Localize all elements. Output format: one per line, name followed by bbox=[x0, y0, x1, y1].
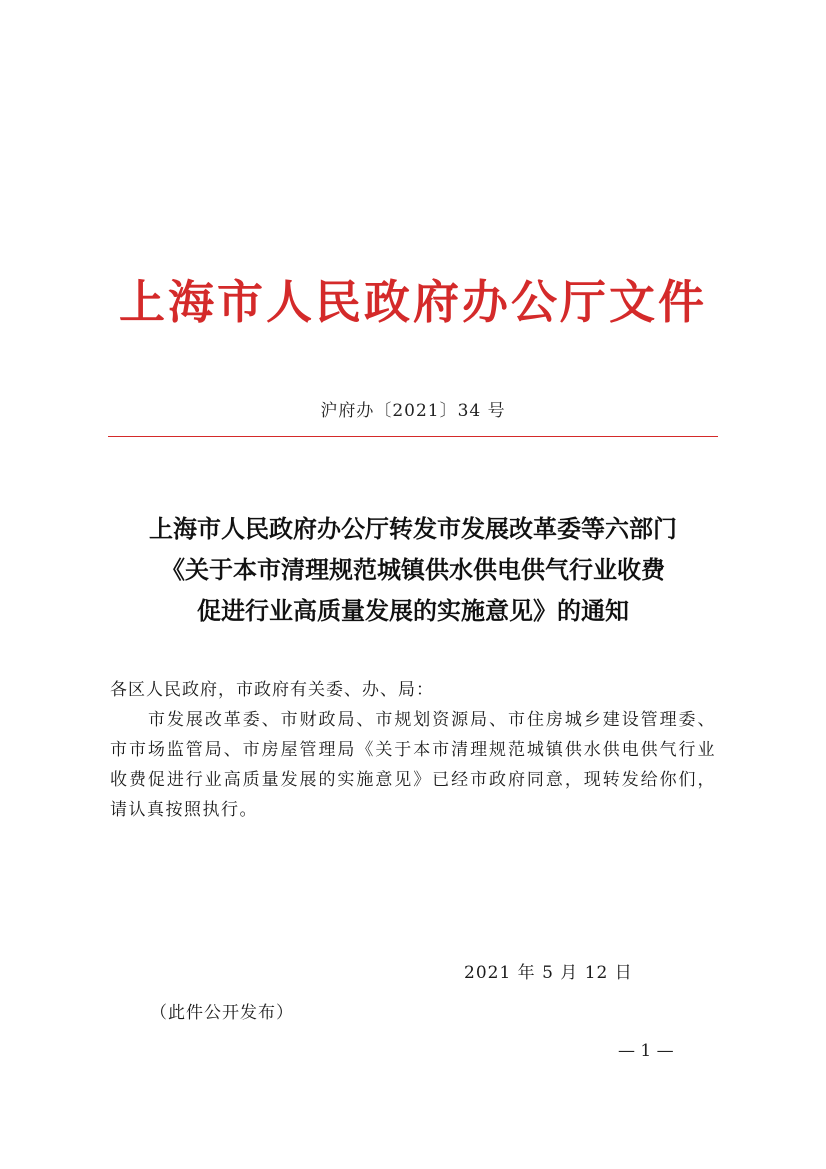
notice-title-line-1: 上海市人民政府办公厅转发市发展改革委等六部门 bbox=[149, 514, 677, 543]
addressee-line: 各区人民政府，市政府有关委、办、局： bbox=[110, 680, 434, 700]
red-divider-line bbox=[108, 436, 718, 437]
publication-note: （此件公开发布） bbox=[150, 1003, 294, 1023]
body-paragraph: 市发展改革委、市财政局、市规划资源局、市住房城乡建设管理委、市市场监管局、市房屋管理局《关于本市清理规范城镇供水供电供气行业收费促进行业高质量发展的实施意见》已经市政府同意，现转发给你们，请认真按照执行。 bbox=[110, 710, 716, 820]
notice-title bbox=[90, 508, 736, 631]
notice-title-line-3: 促进行业高质量发展的实施意见》的通知 bbox=[197, 596, 629, 625]
issue-date: 2021 年 5 月 12 日 bbox=[464, 963, 633, 983]
issuing-authority-header: 上海市人民政府办公厅文件 bbox=[119, 275, 707, 329]
page-number: — 1 — bbox=[618, 1041, 674, 1061]
document-number: 沪府办〔2021〕34 号 bbox=[320, 401, 506, 421]
notice-title-line-2: 《关于本市清理规范城镇供水供电供气行业收费 bbox=[161, 555, 665, 584]
